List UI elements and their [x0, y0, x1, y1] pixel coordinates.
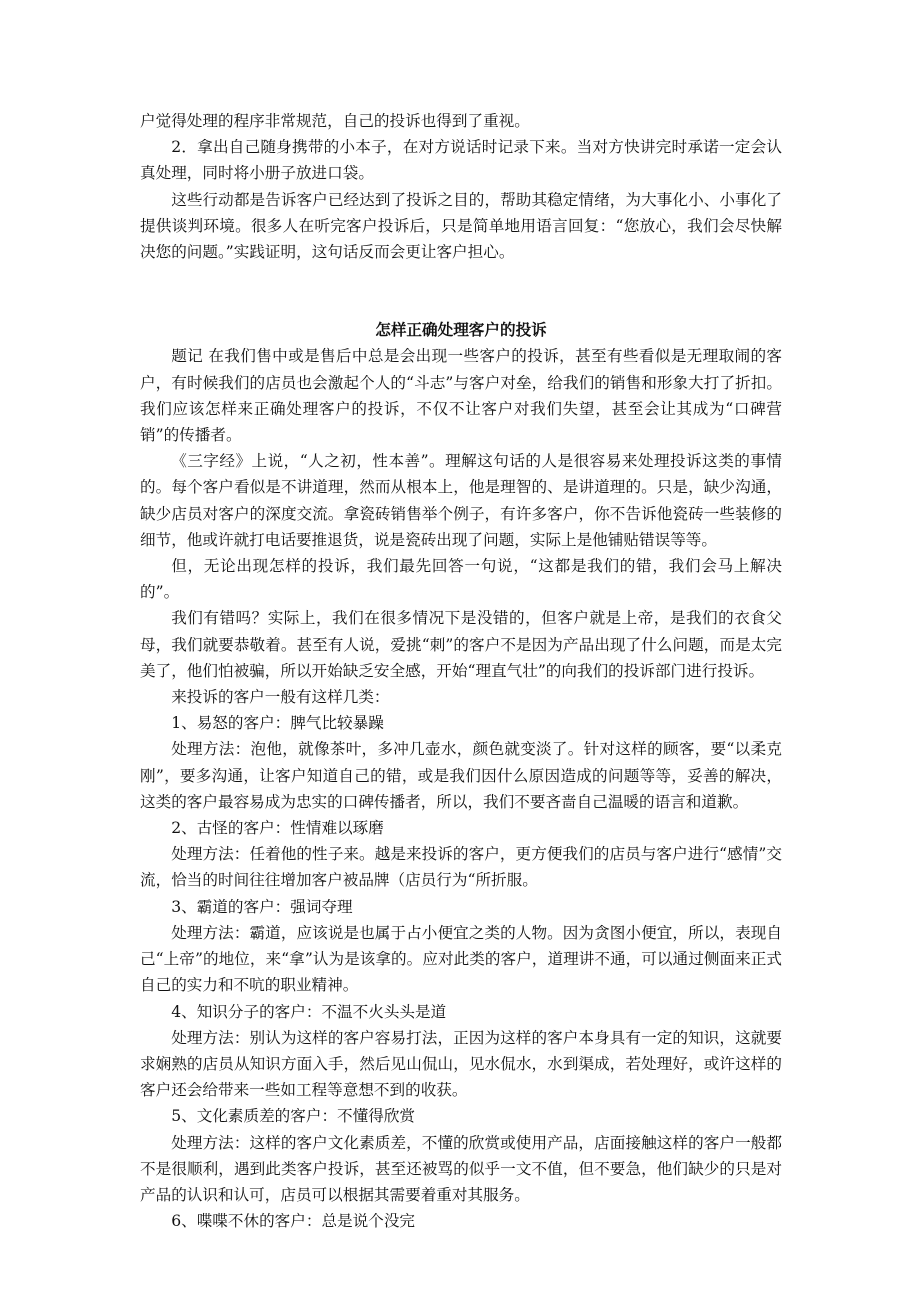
handling-method-paragraph: 处理方法：别认为这样的客户容易打法，正因为这样的客户本身具有一定的知识，这就要求娴熟的店员从知识方面入手，然后见山侃山，见水侃水，水到渠成，若处理好，或许这样的客户还会给带来一些如工程等意想不到的收获。 — [140, 1028, 782, 1100]
body-paragraph: 但，无论出现怎样的投诉，我们最先回答一句说，“这都是我们的错，我们会马上解决的”。 — [140, 557, 782, 602]
numbered-step-2: 2．拿出自己随身携带的小本子，在对方说话时记录下来。当对方快讲完时承诺一定会认真处理，同时将小册子放进口袋。 — [140, 138, 782, 183]
handling-method-paragraph: 处理方法：泡他，就像茶叶，多冲几壶水，颜色就变淡了。针对这样的顾客，要“以柔克刚”，要多沟通，让客户知道自己的错，或是我们因什么原因造成的问题等等，妥善的解决，这类的客户最容易成为忠实的口碑传播者，所以，我们不要吝啬自己温暖的语言和道歉。 — [140, 740, 782, 811]
document-body — [140, 108, 782, 1234]
customer-type-heading: 4、知识分子的客户：不温不火头头是道 — [171, 1002, 447, 1021]
customer-type-heading: 3、霸道的客户：强词夺理 — [171, 897, 353, 916]
article-title: 怎样正确处理客户的投诉 — [375, 321, 547, 340]
intro-paragraph: 题记 在我们售中或是售后中总是会出现一些客户的投诉，甚至有些看似是无理取闹的客户，有时候我们的店员也会激起个人的“斗志”与客户对垒，给我们的销售和形象大打了折扣。我们应该怎样来正确处理客户的投诉，不仅不让客户对我们失望，甚至会让其成为“口碑营销”的传播者。 — [140, 347, 782, 445]
handling-method-paragraph: 处理方法：霸道，应该说是也属于占小便宜之类的人物。因为贪图小便宜，所以，表现自己“上帝”的地位，来“拿”认为是该拿的。应对此类的客户，道理讲不通，可以通过侧面来正式自己的实力和不吭的职业精神。 — [140, 923, 782, 995]
section-spacer — [140, 265, 782, 317]
handling-method-paragraph: 处理方法：这样的客户文化素质差，不懂的欣赏或使用产品，店面接触这样的客户一般都不是很顺利，遇到此类客户投诉，甚至还被骂的似乎一文不值，但不要急，他们缺少的只是对产品的认识和认可，店员可以根据其需要着重对其服务。 — [140, 1133, 782, 1204]
customer-type-heading: 6、喋喋不休的客户：总是说个没完 — [171, 1212, 416, 1231]
continuation-paragraph: 户觉得处理的程序非常规范，自己的投诉也得到了重视。 — [140, 112, 530, 130]
customer-type-heading: 5、文化素质差的客户：不懂得欣赏 — [171, 1107, 416, 1126]
body-paragraph: 《三字经》上说，“人之初，性本善”。理解这句话的人是很容易来处理投诉这类的事情的。每个客户看似是不讲道理，然而从根本上，他是理智的、是讲道理的。只是，缺少沟通，缺少店员对客户的深度交流。拿瓷砖销售举个例子，有许多客户，你不告诉他瓷砖一些装修的细节，他或许就打电话要推退货，说是瓷砖出现了问题，实际上是他铺贴错误等等。 — [140, 452, 782, 549]
list-intro: 来投诉的客户一般有这样几类： — [171, 688, 390, 707]
customer-type-heading: 2、古怪的客户：性情难以琢磨 — [171, 819, 384, 838]
customer-type-heading: 1、易怒的客户：脾气比较暴躁 — [171, 714, 384, 733]
body-paragraph: 我们有错吗？实际上，我们在很多情况下是没错的，但客户就是上帝，是我们的衣食父母，我们就要恭敬着。甚至有人说，爱挑“刺”的客户不是因为产品出现了什么问题，而是太完美了，他们怕被骗，所以开始缺乏安全感，开始“理直气壮”的向我们的投诉部门进行投诉。 — [140, 609, 782, 680]
continuation-paragraph: 这些行动都是告诉客户已经达到了投诉之目的，帮助其稳定情绪，为大事化小、小事化了提供谈判环境。很多人在听完客户投诉后，只是简单地用语言回复：“您放心，我们会尽快解决您的问题。”实践证明，这句话反而会更让客户担心。 — [140, 190, 782, 262]
handling-method-paragraph: 处理方法：任着他的性子来。越是来投诉的客户，更方便我们的店员与客户进行“感情”交流，恰当的时间往往增加客户被品牌（店员行为“所折服。 — [140, 845, 782, 890]
